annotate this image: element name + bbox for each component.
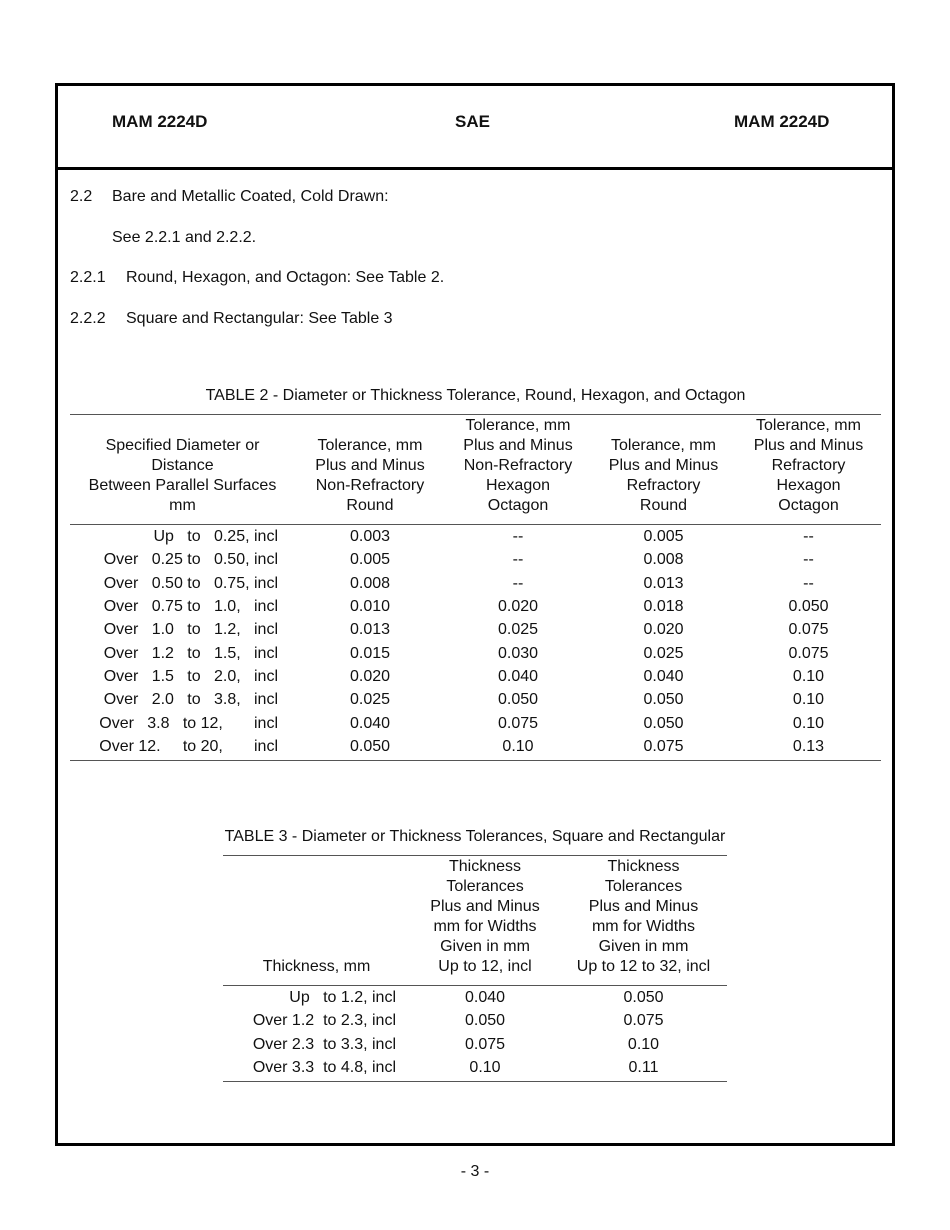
- column-header-line: Refractory: [771, 457, 846, 474]
- column-header: [736, 415, 881, 525]
- table-cell: 0.050: [464, 1012, 506, 1030]
- table-cell: 0.008: [349, 574, 391, 592]
- table-cell: --: [803, 528, 814, 546]
- column-header-line: Thickness, mm: [262, 958, 371, 975]
- table-cell: --: [512, 574, 524, 592]
- table-cell: --: [512, 528, 524, 546]
- table-cell: --: [512, 551, 524, 569]
- table3: [223, 855, 727, 1082]
- table-cell: 0.040: [349, 714, 391, 732]
- column-header-line: Hexagon: [776, 477, 841, 494]
- column-header-line: Tolerance, mm: [317, 437, 423, 454]
- table-cell: 0.10: [627, 1035, 660, 1053]
- table-row: [70, 525, 881, 549]
- column-header-line: Plus and Minus: [430, 898, 540, 915]
- table-cell: 0.075: [591, 735, 736, 761]
- table-cell: 0.008: [643, 551, 684, 569]
- column-header-line: Round: [346, 497, 394, 514]
- section-num: 2.2: [70, 188, 93, 205]
- section-num: 2.2.2: [70, 310, 106, 327]
- table-cell: 0.013: [643, 574, 684, 592]
- column-header-line: Thickness: [448, 858, 522, 875]
- column-header: [445, 415, 591, 525]
- column-header: [70, 415, 295, 525]
- publisher: SAE: [455, 112, 490, 131]
- table-cell: 0.010: [349, 598, 391, 616]
- column-header-line: Refractory: [626, 477, 701, 494]
- row-label: Up to 1.2, incl: [289, 989, 396, 1007]
- table-cell: 0.075: [464, 1035, 506, 1053]
- column-header-line: Tolerances: [446, 878, 524, 895]
- column-header: [560, 856, 727, 986]
- table-cell: 0.075: [788, 621, 829, 639]
- column-header-line: Hexagon: [485, 477, 551, 494]
- column-header-line: mm: [169, 497, 196, 514]
- column-header-line: Up to 12 to 32, incl: [576, 958, 711, 975]
- row-label: Over 1.2 to 2.3, incl: [252, 1012, 396, 1030]
- column-header-line: Plus and Minus: [463, 437, 573, 454]
- column-header-line: Octagon: [487, 497, 549, 514]
- table-row: [223, 986, 727, 1010]
- table-row: [70, 595, 881, 618]
- table-cell: 0.015: [349, 644, 391, 662]
- table-cell: 0.020: [497, 598, 539, 616]
- column-header-line: Specified Diameter or: [105, 437, 260, 454]
- column-header-line: Between Parallel Surfaces: [88, 477, 277, 494]
- column-header-line: Non-Refractory: [315, 477, 425, 494]
- row-label: Over 1.2 to 1.5, incl: [103, 644, 278, 662]
- table-row: [70, 548, 881, 571]
- row-label: Over 3.3 to 4.8, incl: [223, 1056, 410, 1082]
- table-cell: 0.025: [349, 691, 391, 709]
- column-header-line: Plus and Minus: [608, 457, 719, 474]
- table2: [70, 414, 881, 761]
- column-header-line: Plus and Minus: [315, 457, 425, 474]
- table-row: [70, 711, 881, 734]
- column-header-line: Given in mm: [598, 938, 689, 955]
- table-row: [70, 572, 881, 595]
- column-header: [295, 415, 445, 525]
- table-row: [70, 688, 881, 711]
- table-cell: 0.10: [410, 1056, 560, 1082]
- column-header-line: Plus and Minus: [753, 437, 864, 454]
- page-number: - 3 -: [460, 1163, 490, 1180]
- column-header-line: Round: [639, 497, 688, 514]
- column-header-line: Given in mm: [440, 938, 530, 955]
- table-cell: 0.10: [445, 735, 591, 761]
- doc-id-right: MAM 2224D: [734, 112, 830, 131]
- table-cell: 0.075: [788, 644, 829, 662]
- row-label: Up to 0.25, incl: [153, 528, 278, 546]
- section-num: 2.2.1: [70, 269, 106, 286]
- table-cell: 0.040: [643, 667, 684, 685]
- row-label: Over 2.0 to 3.8, incl: [103, 691, 278, 709]
- table-cell: 0.050: [295, 735, 445, 761]
- table-cell: 0.020: [643, 621, 684, 639]
- row-label: Over 1.0 to 1.2, incl: [103, 621, 278, 639]
- table-cell: --: [803, 574, 814, 592]
- table2-caption: TABLE 2 - Diameter or Thickness Tolerance, Round, Hexagon, and Octagon: [205, 387, 746, 404]
- row-label: Over 0.50 to 0.75, incl: [103, 574, 278, 592]
- column-header: [410, 856, 560, 986]
- table-row: [223, 1009, 727, 1032]
- table-row: [70, 618, 881, 641]
- column-header-line: Tolerance, mm: [611, 437, 716, 454]
- doc-id-left: MAM 2224D: [112, 112, 208, 131]
- table-cell: 0.018: [643, 598, 684, 616]
- page-header: [58, 86, 892, 170]
- table-row: [223, 1033, 727, 1056]
- table-cell: 0.005: [349, 551, 391, 569]
- table-row: [70, 665, 881, 688]
- column-header-line: mm for Widths: [433, 918, 537, 935]
- row-label: Over 0.25 to 0.50, incl: [103, 551, 278, 569]
- table-cell: 0.040: [497, 667, 539, 685]
- table-cell: 0.050: [788, 598, 829, 616]
- row-label: Over 2.3 to 3.3, incl: [252, 1035, 396, 1053]
- section-text: Round, Hexagon, and Octagon: See Table 2.: [126, 269, 445, 286]
- table3-caption: TABLE 3 - Diameter or Thickness Tolerances, Square and Rectangular: [224, 828, 726, 845]
- column-header-line: Tolerance, mm: [465, 417, 571, 434]
- row-label: Over 3.8 to 12, incl: [99, 714, 278, 732]
- column-header-line: Non-Refractory: [463, 457, 573, 474]
- column-header-line: Octagon: [778, 497, 839, 514]
- table-cell: 0.075: [623, 1012, 664, 1030]
- table-cell: 0.050: [497, 691, 539, 709]
- column-header-line: Tolerance, mm: [756, 417, 861, 434]
- table-cell: 0.020: [349, 667, 391, 685]
- row-label: Over 1.5 to 2.0, incl: [103, 667, 278, 685]
- table-row: [223, 1056, 727, 1082]
- column-header-line: Tolerances: [604, 878, 683, 895]
- table-cell: 0.025: [643, 644, 684, 662]
- column-header: [591, 415, 736, 525]
- table-cell: 0.10: [792, 667, 825, 685]
- column-header-line: Distance: [151, 457, 214, 474]
- table-cell: 0.075: [497, 714, 539, 732]
- table-cell: 0.050: [643, 691, 684, 709]
- table-cell: 0.040: [464, 989, 506, 1007]
- table-row: [70, 641, 881, 664]
- table-cell: 0.13: [736, 735, 881, 761]
- row-label: Over 0.75 to 1.0, incl: [103, 598, 278, 616]
- column-header-line: Plus and Minus: [588, 898, 699, 915]
- table-cell: 0.013: [349, 621, 391, 639]
- section-text: Square and Rectangular: See Table 3: [126, 310, 393, 327]
- table-cell: 0.11: [560, 1056, 727, 1082]
- section-text: See 2.2.1 and 2.2.2.: [112, 229, 257, 246]
- column-header-line: Thickness: [607, 858, 680, 875]
- column-header: [223, 856, 410, 986]
- table-cell: 0.030: [497, 644, 539, 662]
- table-cell: 0.005: [643, 528, 684, 546]
- table-cell: 0.050: [643, 714, 684, 732]
- column-header-line: mm for Widths: [591, 918, 696, 935]
- table-cell: 0.050: [623, 989, 664, 1007]
- table-cell: 0.10: [792, 691, 825, 709]
- table-cell: 0.003: [349, 528, 391, 546]
- table-cell: --: [803, 551, 814, 569]
- table-row: [70, 735, 881, 761]
- row-label: Over 12. to 20, incl: [70, 735, 295, 761]
- table-cell: 0.10: [792, 714, 825, 732]
- table-cell: 0.025: [497, 621, 539, 639]
- column-header-line: Up to 12, incl: [438, 958, 532, 975]
- section-text: Bare and Metallic Coated, Cold Drawn:: [112, 188, 389, 205]
